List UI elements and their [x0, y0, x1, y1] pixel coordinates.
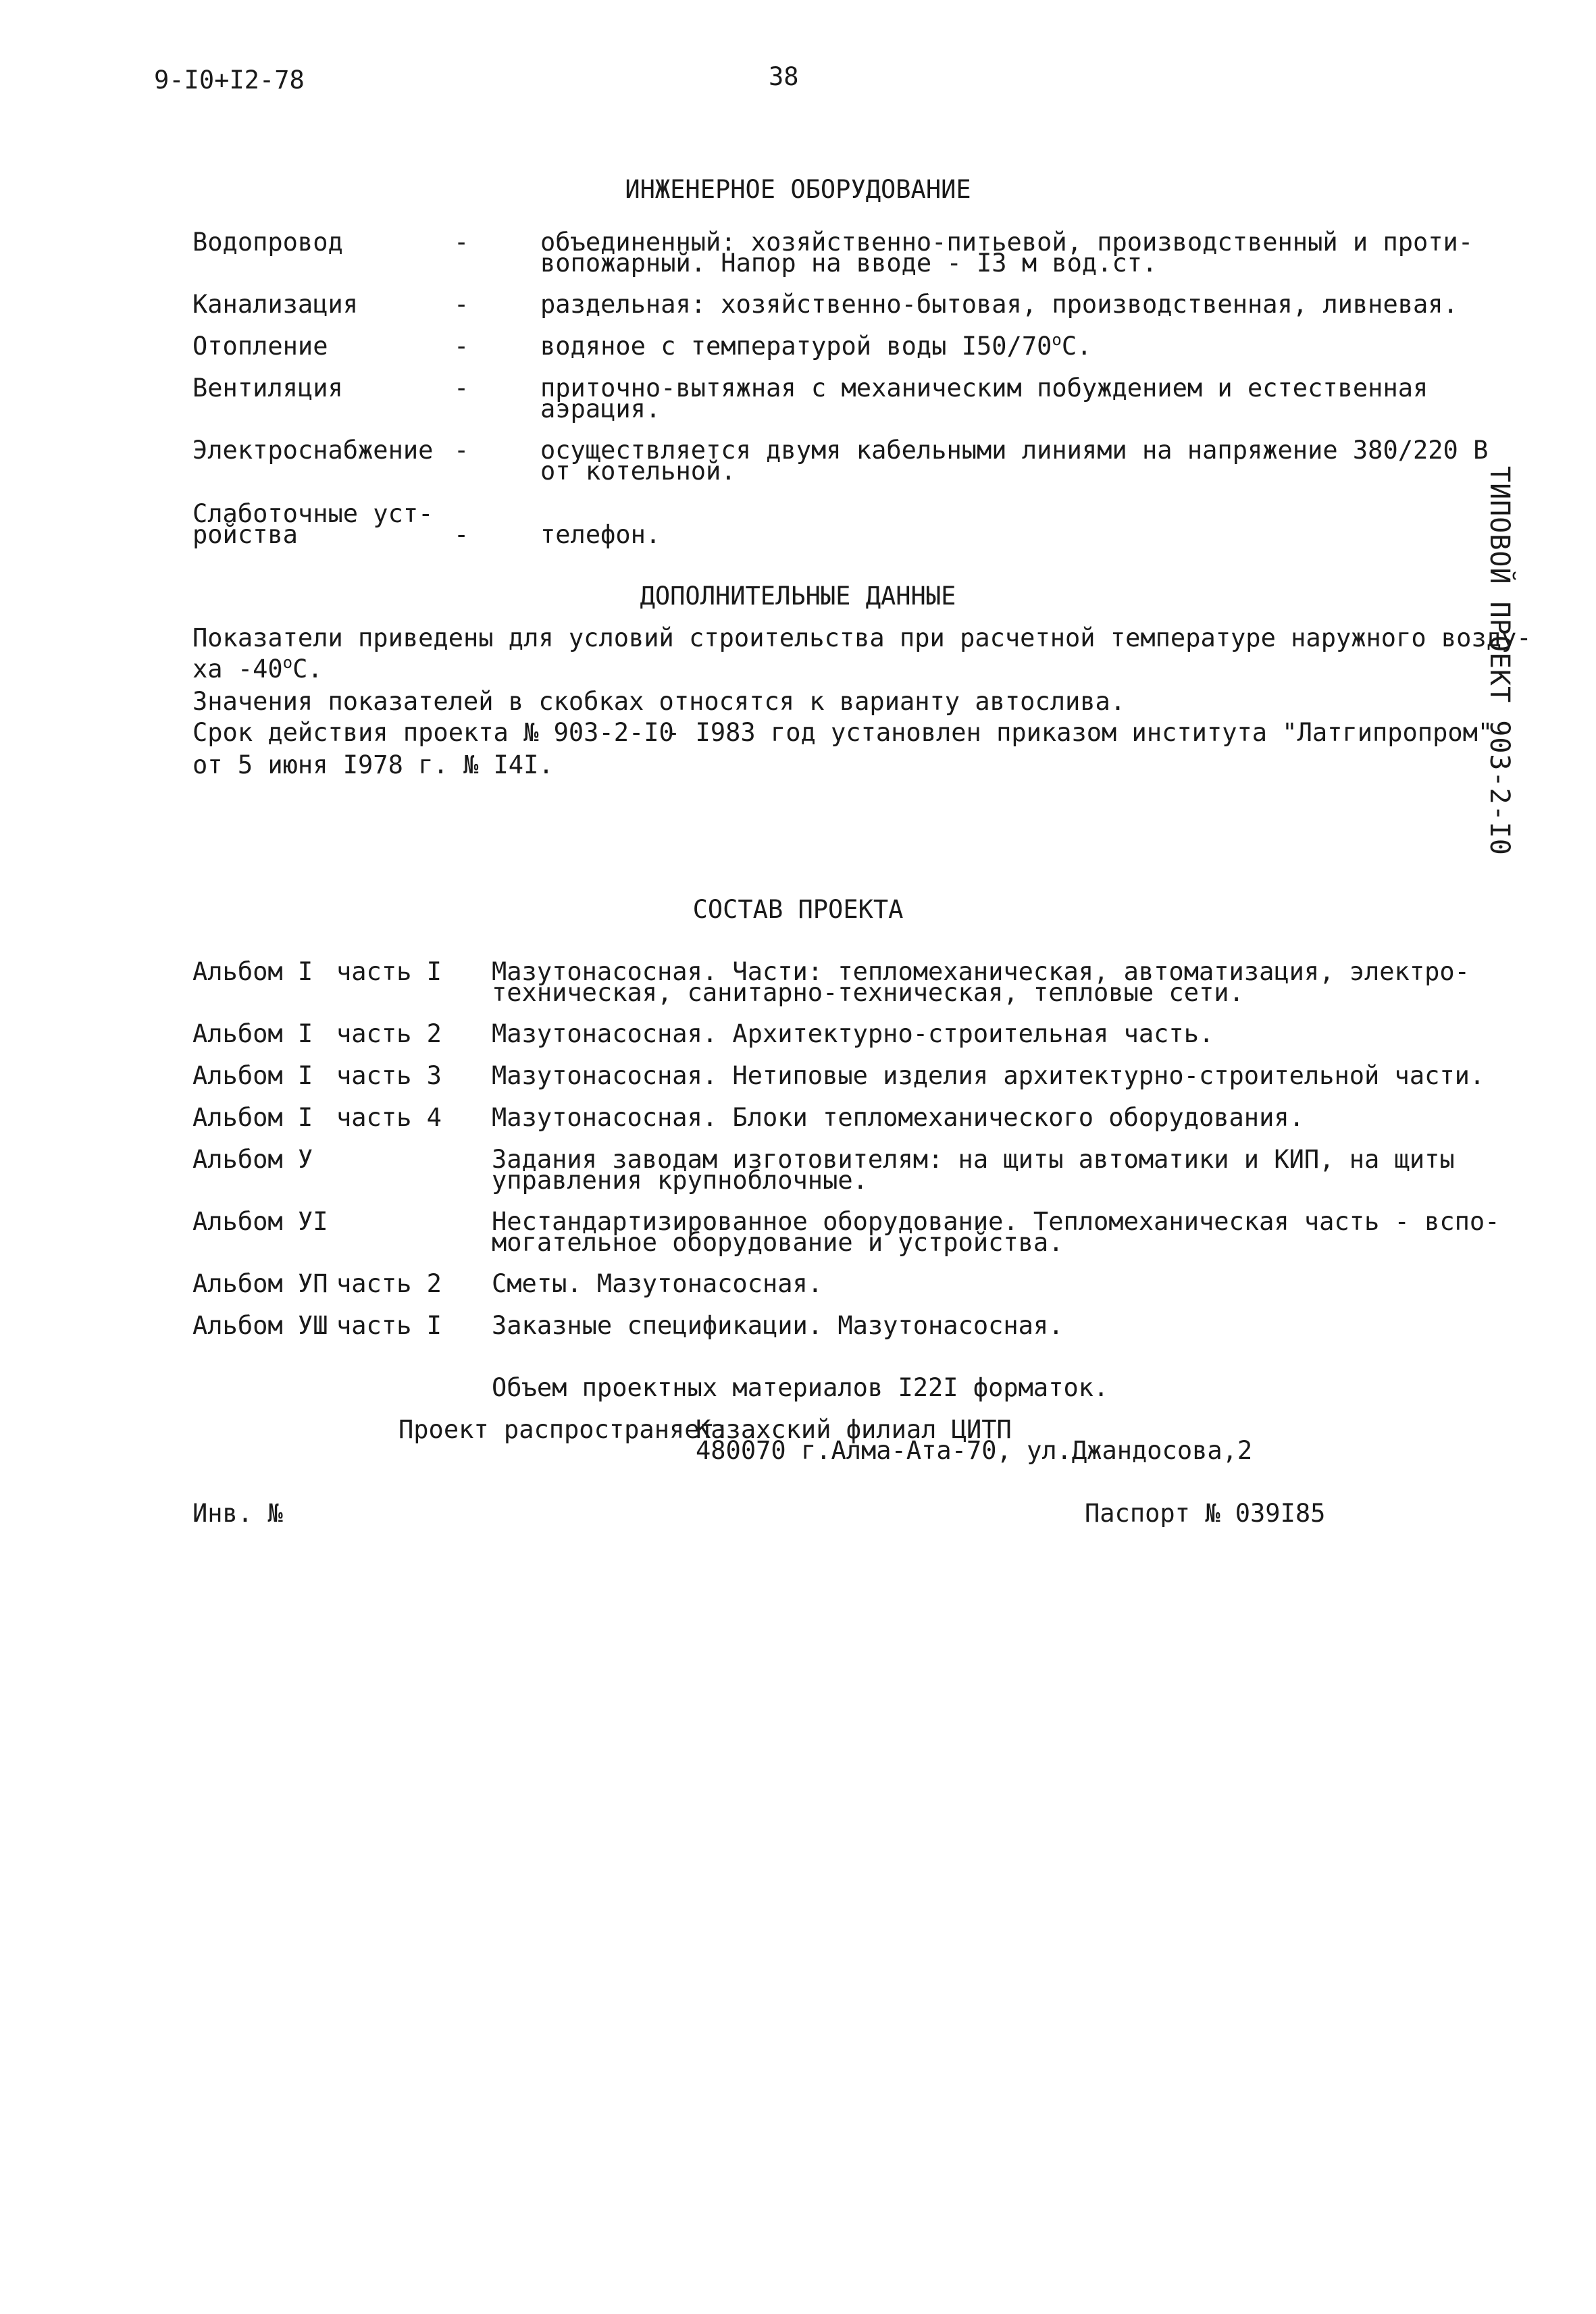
additional-title: ДОПОЛНИТЕЛЬНЫЕ ДАННЫЕ — [640, 582, 956, 611]
album-label: Альбом У — [192, 1145, 313, 1174]
album-label: Альбом I — [192, 957, 313, 986]
distributor-label: Проект распространяет: — [398, 1415, 730, 1444]
dash: - — [454, 374, 469, 403]
distributor-name: Казахский филиал ЦИТП — [696, 1415, 1012, 1444]
additional-paragraph-3-continued: - I983 год установлен приказом института "Латгипропром" — [665, 718, 1493, 747]
engineering-title: ИНЖЕНЕРНОЕ ОБОРУДОВАНИЕ — [625, 175, 971, 204]
dash: - — [454, 436, 469, 465]
part-label: часть I — [336, 957, 442, 986]
engineering-name: Слаботочные уст- — [192, 499, 434, 528]
inventory-number: Инв. № — [192, 1499, 283, 1528]
album-desc: Задания заводам изготовителям: на щиты автоматики и КИП, на щиты — [492, 1145, 1455, 1174]
engineering-desc: приточно-вытяжная с механическим побуждением и естественная — [540, 374, 1428, 403]
composition-title: СОСТАВ ПРОЕКТА — [692, 895, 904, 924]
passport-number: Паспорт № 039I85 — [1085, 1499, 1326, 1528]
engineering-desc-line2: от котельной. — [540, 457, 736, 486]
part-label: часть I — [336, 1311, 442, 1340]
side-project-label: ТИПОВОЙ ПРОЕКТ 903-2-I0 — [1484, 466, 1515, 856]
album-desc-line2: могательное оборудование и устройства. — [492, 1228, 1064, 1257]
degree-mark: о — [1052, 330, 1062, 349]
heating-unit: С. — [1061, 332, 1092, 361]
degree-mark: о — [282, 653, 293, 672]
engineering-name: Канализация — [192, 290, 359, 319]
dash: - — [454, 228, 469, 257]
album-label: Альбом УШ — [192, 1311, 328, 1340]
engineering-name: Отопление — [192, 332, 328, 361]
album-label: Альбом УI — [192, 1207, 328, 1236]
album-desc: Сметы. Мазутонасосная. — [492, 1269, 823, 1298]
album-label: Альбом I — [192, 1103, 313, 1132]
engineering-desc: телефон. — [540, 520, 661, 549]
additional-paragraph-1: Показатели приведены для условий строительства при расчетной температуре наружного возду- — [192, 623, 1532, 652]
outdoor-temperature-text: ха -40 — [192, 654, 283, 684]
engineering-desc: объединенный: хозяйственно-питьевой, производственный и проти- — [540, 228, 1474, 257]
album-desc-line2: управления крупноблочные. — [492, 1166, 868, 1195]
materials-volume: Объем проектных материалов I22I форматок. — [492, 1373, 1109, 1402]
album-desc: Нестандартизированное оборудование. Тепломеханическая часть - вспо- — [492, 1207, 1500, 1236]
engineering-desc-line2: вопожарный. Напор на вводе - I3 м вод.ст. — [540, 249, 1158, 278]
album-label: Альбом УП — [192, 1269, 328, 1298]
page-number: 38 — [769, 62, 799, 91]
distributor-address: 480070 г.Алма-Ата-70, ул.Джандосова,2 — [696, 1436, 1253, 1465]
engineering-desc-line2: аэрация. — [540, 394, 661, 423]
album-label: Альбом I — [192, 1019, 313, 1048]
album-label: Альбом I — [192, 1061, 313, 1090]
part-label: часть 3 — [336, 1061, 442, 1090]
additional-paragraph-2: Значения показателей в скобках относятся к варианту автослива. — [192, 687, 1126, 716]
album-desc: Мазутонасосная. Нетиповые изделия архитектурно-строительной части. — [492, 1061, 1485, 1090]
dash: - — [454, 332, 469, 361]
album-desc: Заказные спецификации. Мазутонасосная. — [492, 1311, 1064, 1340]
album-desc: Мазутонасосная. Части: тепломеханическая, автоматизация, электро- — [492, 957, 1470, 986]
part-label: часть 2 — [336, 1269, 442, 1298]
additional-paragraph-1-line2 — [192, 653, 323, 684]
document-code: 9-I0+I2-78 — [154, 66, 305, 95]
dash: - — [454, 520, 469, 549]
dash: - — [454, 290, 469, 319]
heating-temperature-text: водяное с температурой воды I50/70 — [540, 332, 1052, 361]
engineering-name: Вентиляция — [192, 374, 343, 403]
outdoor-temperature-unit: С. — [292, 654, 323, 684]
album-desc: Мазутонасосная. Архитектурно-строительная часть. — [492, 1019, 1214, 1048]
engineering-name: Водопровод — [192, 228, 343, 257]
additional-paragraph-3-line2: от 5 июня I978 г. № I4I. — [192, 750, 554, 779]
album-desc-line2: техническая, санитарно-техническая, тепловые сети. — [492, 978, 1244, 1007]
additional-paragraph-3: Срок действия проекта № 903-2-I0 — [192, 718, 674, 747]
engineering-desc: раздельная: хозяйственно-бытовая, производственная, ливневая. — [540, 290, 1458, 319]
engineering-desc — [540, 330, 1092, 361]
album-desc: Мазутонасосная. Блоки тепломеханического оборудования. — [492, 1103, 1304, 1132]
part-label: часть 4 — [336, 1103, 442, 1132]
engineering-desc: осуществляется двумя кабельными линиями на напряжение 380/220 В — [540, 436, 1489, 465]
engineering-name: Электроснабжение — [192, 436, 434, 465]
engineering-name-line2: ройства — [192, 520, 298, 549]
part-label: часть 2 — [336, 1019, 442, 1048]
